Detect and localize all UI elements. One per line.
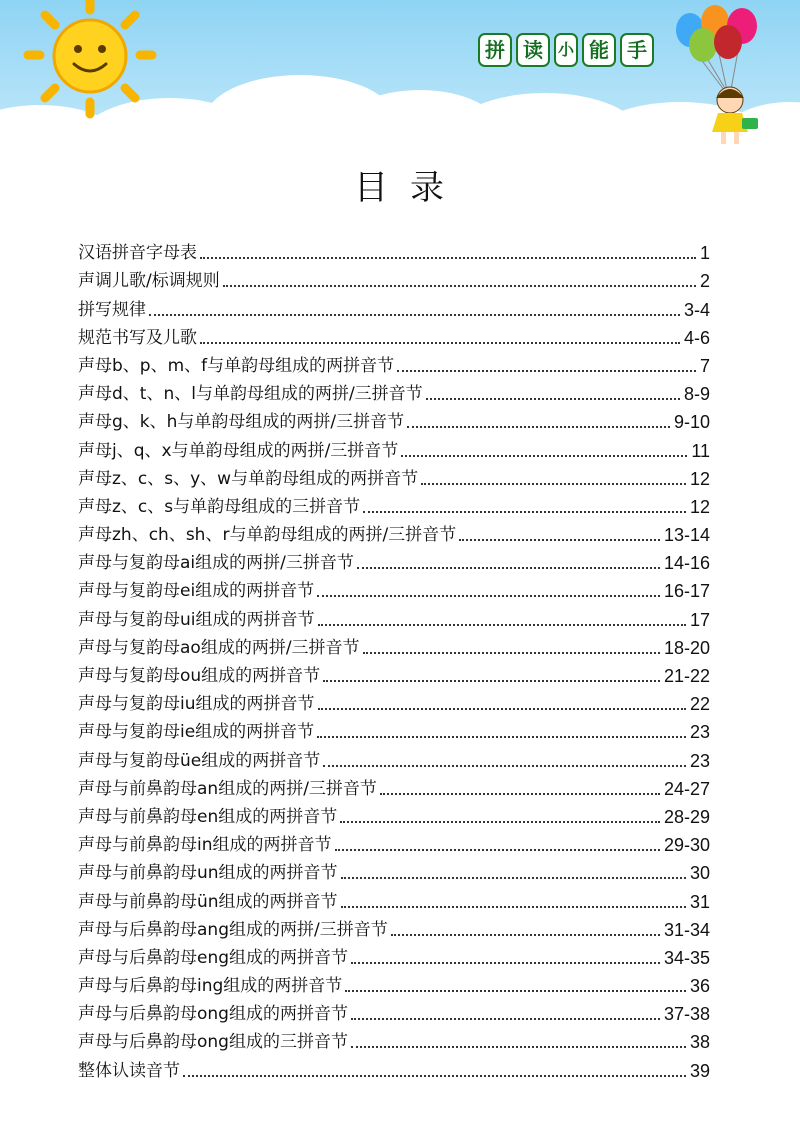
toc-dot-leader — [407, 426, 670, 428]
toc-entry[interactable] — [78, 856, 710, 884]
table-of-contents — [78, 236, 710, 1082]
toc-entry-page: 22 — [689, 694, 710, 715]
toc-dot-leader — [391, 934, 660, 936]
toc-dot-leader — [426, 398, 680, 400]
toc-entry-page: 18-20 — [663, 637, 710, 658]
toc-entry-page: 11 — [691, 440, 710, 461]
toc-entry[interactable] — [78, 800, 710, 828]
toc-dot-leader — [380, 793, 660, 795]
toc-entry[interactable] — [78, 913, 710, 941]
toc-entry-page: 16-17 — [663, 581, 710, 602]
toc-entry[interactable] — [78, 1053, 710, 1081]
toc-dot-leader — [351, 962, 660, 964]
toc-entry[interactable] — [78, 884, 710, 912]
toc-entry-page: 3-4 — [683, 299, 710, 320]
brand-char: 手 — [620, 33, 654, 67]
toc-entry-page: 39 — [689, 1060, 710, 1081]
toc-dot-leader — [200, 342, 680, 344]
toc-dot-leader — [318, 624, 686, 626]
toc-entry-page: 17 — [689, 609, 710, 630]
toc-entry-title: 整体认读音节 — [78, 1060, 180, 1081]
toc-entry-title: 声母d、t、n、l与单韵母组成的两拼/三拼音节 — [78, 384, 423, 405]
toc-entry-page: 38 — [689, 1032, 710, 1053]
toc-entry-title: 声母j、q、x与单韵母组成的两拼/三拼音节 — [78, 440, 399, 461]
toc-entry-page: 1 — [699, 243, 710, 264]
toc-dot-leader — [183, 1075, 686, 1077]
toc-dot-leader — [323, 680, 660, 682]
toc-dot-leader — [340, 821, 660, 823]
toc-entry[interactable] — [78, 659, 710, 687]
toc-entry-page: 12 — [689, 468, 710, 489]
toc-entry[interactable] — [78, 969, 710, 997]
toc-entry[interactable] — [78, 405, 710, 433]
toc-entry[interactable] — [78, 292, 710, 320]
toc-entry[interactable] — [78, 602, 710, 630]
toc-entry-page: 14-16 — [663, 553, 710, 574]
toc-entry-title: 声母与后鼻韵母ang组成的两拼/三拼音节 — [78, 919, 388, 940]
toc-entry-title: 声母g、k、h与单韵母组成的两拼/三拼音节 — [78, 412, 405, 433]
toc-entry-title: 声母与复韵母ie组成的两拼音节 — [78, 722, 315, 743]
toc-dot-leader — [149, 314, 680, 316]
toc-entry[interactable] — [78, 546, 710, 574]
toc-entry[interactable] — [78, 349, 710, 377]
toc-entry-page: 31 — [689, 891, 710, 912]
brand-char: 读 — [516, 33, 550, 67]
toc-dot-leader — [345, 990, 686, 992]
toc-entry-page: 29-30 — [663, 835, 710, 856]
toc-entry-title: 声母与前鼻韵母ün组成的两拼音节 — [78, 891, 338, 912]
toc-entry-title: 拼写规律 — [78, 299, 146, 320]
toc-dot-leader — [363, 511, 686, 513]
toc-entry-title: 声母z、c、s、y、w与单韵母组成的两拼音节 — [78, 468, 419, 489]
toc-entry-title: 声母zh、ch、sh、r与单韵母组成的两拼/三拼音节 — [78, 525, 457, 546]
toc-entry-title: 声母与复韵母ei组成的两拼音节 — [78, 581, 315, 602]
toc-dot-leader — [200, 257, 696, 259]
toc-entry[interactable] — [78, 236, 710, 264]
brand-char: 小 — [554, 33, 578, 67]
toc-entry-page: 23 — [689, 722, 710, 743]
toc-dot-leader — [341, 906, 686, 908]
toc-dot-leader — [397, 370, 696, 372]
toc-entry[interactable] — [78, 941, 710, 969]
toc-entry[interactable] — [78, 462, 710, 490]
toc-entry-page: 12 — [689, 496, 710, 517]
toc-dot-leader — [341, 877, 686, 879]
toc-entry[interactable] — [78, 631, 710, 659]
toc-entry-title: 声母与复韵母üe组成的两拼音节 — [78, 750, 321, 771]
toc-entry-page: 8-9 — [683, 384, 710, 405]
toc-entry-title: 声母与后鼻韵母eng组成的两拼音节 — [78, 947, 349, 968]
toc-dot-leader — [351, 1046, 686, 1048]
page-title: 目录 — [354, 168, 466, 208]
toc-entry[interactable] — [78, 264, 710, 292]
toc-entry-page: 34-35 — [663, 947, 710, 968]
toc-entry[interactable] — [78, 997, 710, 1025]
toc-entry-page: 28-29 — [663, 806, 710, 827]
toc-entry-title: 汉语拼音字母表 — [78, 243, 197, 264]
toc-entry[interactable] — [78, 715, 710, 743]
toc-dot-leader — [318, 708, 686, 710]
sky-clouds-illustration — [0, 0, 800, 160]
toc-entry-page: 13-14 — [663, 525, 710, 546]
toc-entry-title: 声母b、p、m、f与单韵母组成的两拼音节 — [78, 355, 395, 376]
toc-entry-title: 声母与前鼻韵母in组成的两拼音节 — [78, 835, 332, 856]
toc-entry-title: 声母z、c、s与单韵母组成的三拼音节 — [78, 496, 361, 517]
toc-dot-leader — [421, 483, 686, 485]
toc-entry-title: 声母与前鼻韵母en组成的两拼音节 — [78, 806, 338, 827]
toc-entry-page: 24-27 — [663, 778, 710, 799]
toc-entry-title: 声母与后鼻韵母ong组成的两拼音节 — [78, 1004, 348, 1025]
toc-entry-page: 9-10 — [673, 412, 710, 433]
brand-char: 拼 — [478, 33, 512, 67]
toc-entry-page: 37-38 — [663, 1004, 710, 1025]
toc-dot-leader — [351, 1018, 660, 1020]
toc-dot-leader — [363, 652, 660, 654]
toc-entry[interactable] — [78, 377, 710, 405]
toc-entry-page: 36 — [689, 976, 710, 997]
header-banner — [0, 0, 800, 160]
toc-entry[interactable] — [78, 743, 710, 771]
toc-entry[interactable] — [78, 490, 710, 518]
toc-dot-leader — [459, 539, 660, 541]
toc-entry-title: 声母与复韵母ai组成的两拼/三拼音节 — [78, 553, 354, 574]
toc-entry-title: 声母与复韵母ui组成的两拼音节 — [78, 609, 315, 630]
toc-dot-leader — [323, 765, 686, 767]
toc-entry-title: 声母与后鼻韵母ing组成的两拼音节 — [78, 976, 343, 997]
toc-entry[interactable] — [78, 574, 710, 602]
toc-entry-title: 声母与复韵母iu组成的两拼音节 — [78, 694, 315, 715]
toc-entry-page: 30 — [689, 863, 710, 884]
toc-entry-page: 31-34 — [663, 919, 710, 940]
toc-entry-page: 7 — [699, 355, 710, 376]
brand-logo — [478, 33, 654, 67]
toc-entry-page: 2 — [699, 271, 710, 292]
toc-entry[interactable] — [78, 828, 710, 856]
toc-dot-leader — [223, 285, 696, 287]
toc-entry[interactable] — [78, 1025, 710, 1053]
toc-entry-title: 声母与复韵母ao组成的两拼/三拼音节 — [78, 637, 360, 658]
toc-dot-leader — [335, 849, 660, 851]
toc-entry[interactable] — [78, 321, 710, 349]
toc-dot-leader — [357, 567, 660, 569]
toc-entry-page: 23 — [689, 750, 710, 771]
toc-entry-title: 声母与前鼻韵母un组成的两拼音节 — [78, 863, 338, 884]
toc-entry[interactable] — [78, 433, 710, 461]
toc-entry-page: 21-22 — [663, 666, 710, 686]
toc-dot-leader — [317, 595, 660, 597]
toc-entry-page: 4-6 — [683, 327, 710, 348]
toc-entry[interactable] — [78, 687, 710, 715]
toc-entry-title: 声母与前鼻韵母an组成的两拼/三拼音节 — [78, 778, 377, 799]
toc-entry[interactable] — [78, 518, 710, 546]
toc-entry-title: 声母与后鼻韵母ong组成的三拼音节 — [78, 1032, 348, 1053]
toc-entry-title: 声调儿歌/标调规则 — [78, 271, 220, 292]
toc-entry[interactable] — [78, 772, 710, 800]
brand-char: 能 — [582, 33, 616, 67]
toc-dot-leader — [401, 455, 687, 457]
toc-dot-leader — [317, 736, 686, 738]
toc-entry-title: 声母与复韵母ou组成的两拼音节 — [78, 666, 321, 686]
toc-entry-title: 规范书写及儿歌 — [78, 327, 197, 348]
